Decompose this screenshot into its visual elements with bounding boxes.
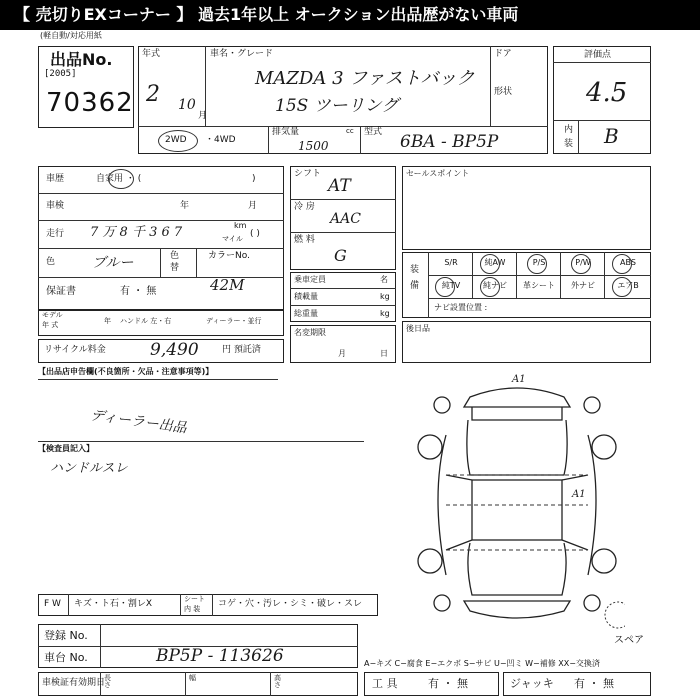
abs-circle: [612, 254, 632, 274]
cert-width: 幅: [189, 674, 196, 682]
lot-number: 70362: [46, 88, 134, 118]
legend-right: コゲ・穴・汚レ・シミ・破レ・スレ: [218, 599, 363, 609]
equip-sr: S/R: [444, 258, 458, 267]
mileage-mile: マイル: [222, 235, 243, 243]
seller-notes-text: ディーラー出品: [89, 407, 188, 437]
doors-label: ドア: [494, 49, 512, 59]
drive-4wd: ・4WD: [205, 135, 236, 145]
year-label: 年式: [142, 49, 161, 59]
equip-airbag: エアB: [617, 281, 639, 290]
private-circle: [108, 169, 134, 189]
equip-ext-navi: 外ナビ: [571, 281, 595, 290]
warranty-label: 保証書: [46, 286, 76, 297]
car-damage-diagram: [410, 375, 625, 645]
load-unit: kg: [380, 292, 390, 301]
shape-label: 形状: [494, 87, 513, 97]
model-year-unit: 年: [104, 317, 111, 325]
reg-change-label: 名変期限: [294, 328, 326, 337]
ac-label: 冷 房: [294, 202, 315, 212]
legend-left: キズ・ト石・割レX: [74, 599, 152, 609]
year-value: 2: [146, 82, 160, 107]
equip-leather: 革シート: [523, 281, 555, 290]
cert-height: 高さ: [274, 674, 281, 689]
color-change-2: 替: [170, 263, 180, 273]
aw-circle: [480, 254, 500, 274]
engine-label: 排気量: [272, 127, 300, 137]
equip-aw: 純AW: [484, 258, 506, 267]
chassis-value: BP5P - 113626: [156, 646, 284, 666]
reg-change-day: 日: [380, 349, 388, 358]
model-label-2: 年 式: [42, 321, 59, 329]
score-label: 評価点: [584, 50, 612, 60]
damage-codes: A−キズ C−腐食 E−エクボ S−サビ U−凹ミ W−補修 XX−交換済: [364, 659, 600, 668]
interior-label-1: 内: [564, 125, 574, 135]
weight-label: 総重量: [294, 309, 318, 318]
tv-circle: [435, 277, 455, 297]
color-code-label: カラーNo.: [208, 251, 250, 261]
name-label: 車名・グレード: [210, 49, 274, 59]
tools-label: 工 具: [372, 677, 398, 690]
post-delivery-label: 後日品: [406, 324, 430, 333]
equip-abs: ABS: [620, 258, 636, 267]
cert-long: 長さ: [104, 674, 111, 689]
tools-value: 有 ・ 無: [428, 677, 468, 690]
equip-tv: 純TV: [441, 281, 461, 290]
history-options: 自家用 ・ (: [96, 174, 142, 184]
fuel-label: 燃 料: [294, 235, 315, 245]
capacity-unit: 名: [380, 275, 388, 284]
legend-fw: F W: [44, 599, 61, 609]
inspector-label: 【検査員記入】: [38, 444, 94, 453]
equip-navi: 純ナビ: [483, 281, 507, 290]
jack-value: 有 ・ 無: [574, 677, 614, 690]
equipment-label-1: 装: [410, 265, 420, 275]
airbag-circle: [612, 277, 632, 297]
navi-position-label: ナビ設置位置 :: [434, 303, 488, 312]
weight-unit: kg: [380, 309, 390, 318]
ac-value: AAC: [330, 211, 361, 227]
handle-options: ハンドル 左・右: [120, 317, 172, 325]
month-value: 10: [178, 97, 196, 113]
reg-change-month: 月: [338, 349, 346, 358]
mileage-label: 走行: [46, 229, 65, 239]
equip-pw: P/W: [575, 258, 591, 267]
recycle-label: リサイクル料金: [44, 345, 106, 355]
post-delivery-box: [402, 321, 651, 363]
score-value: 4.5: [586, 78, 628, 108]
legend-seat-2: 内 装: [184, 605, 201, 613]
banner: 【 売切りEXコーナー 】 過去1年以上 オークション出品歴がない車両: [0, 0, 700, 30]
color-code-value: 42M: [210, 276, 245, 294]
drive-2wd: 2WD: [165, 135, 187, 145]
month-unit: 月: [198, 111, 208, 121]
model-label: 型式: [364, 127, 383, 137]
seller-notes-label: 【出品店申告欄(不良箇所・欠品・注意事項等)】: [38, 367, 214, 376]
mileage-value: 7 万 8 千 3 6 7: [90, 225, 183, 240]
inspector-text: ハンドルスレ: [50, 461, 128, 476]
damage-mark-side: A1: [572, 489, 586, 500]
lot-label: 出品No.: [50, 50, 113, 69]
ps-circle: [527, 254, 547, 274]
car-name: MAZDA 3 ファストバック: [255, 68, 475, 89]
chassis-label: 車台 No.: [44, 651, 88, 664]
mileage-paren: ( ): [250, 229, 260, 239]
cert-label: 車検証有効期日: [42, 678, 106, 688]
car-grade: 15S ツーリング: [275, 96, 399, 116]
year-tag: [2005]: [44, 69, 77, 79]
color-value: ブルー: [92, 255, 134, 271]
pw-circle: [571, 254, 591, 274]
history-label: 車歴: [46, 174, 65, 184]
inspection-label: 車検: [46, 201, 65, 211]
damage-mark-front: A1: [512, 374, 526, 385]
mileage-km: km: [234, 221, 247, 230]
recycle-value: 9,490: [150, 340, 199, 360]
navi-circle: [480, 277, 500, 297]
jack-label: ジャッキ: [510, 677, 554, 690]
load-label: 積載量: [294, 292, 318, 301]
inspection-year: 年: [180, 201, 190, 211]
sales-point-box: [402, 166, 651, 250]
inspection-month: 月: [248, 201, 258, 211]
interior-value: B: [604, 124, 619, 148]
dealer-options: ディーラー・並行: [206, 317, 262, 325]
sales-point-label: セールスポイント: [406, 169, 470, 178]
shift-value: AT: [328, 176, 351, 196]
registration-label: 登録 No.: [44, 629, 88, 642]
engine-unit: cc: [346, 127, 354, 135]
engine-value: 1500: [298, 139, 329, 153]
spare-label: スペア: [614, 635, 644, 646]
fuel-value: G: [334, 246, 347, 265]
recycle-unit: 円 預託済: [222, 345, 261, 355]
model-label-1: モデル: [42, 311, 63, 319]
sheet-subtitle: (軽自動/対応用紙: [40, 31, 102, 40]
capacity-label: 乗車定員: [294, 275, 326, 284]
color-label: 色: [46, 257, 56, 267]
color-change-1: 色: [170, 251, 180, 261]
equip-ps: P/S: [532, 258, 546, 267]
legend-seat-1: シート: [184, 595, 205, 603]
interior-label-2: 装: [564, 139, 574, 149]
equipment-label-2: 備: [410, 281, 420, 291]
shift-label: シフト: [294, 169, 322, 179]
warranty-value: 有 ・ 無: [120, 286, 157, 297]
model-value: 6BA - BP5P: [400, 132, 499, 152]
history-close: ): [252, 174, 256, 184]
